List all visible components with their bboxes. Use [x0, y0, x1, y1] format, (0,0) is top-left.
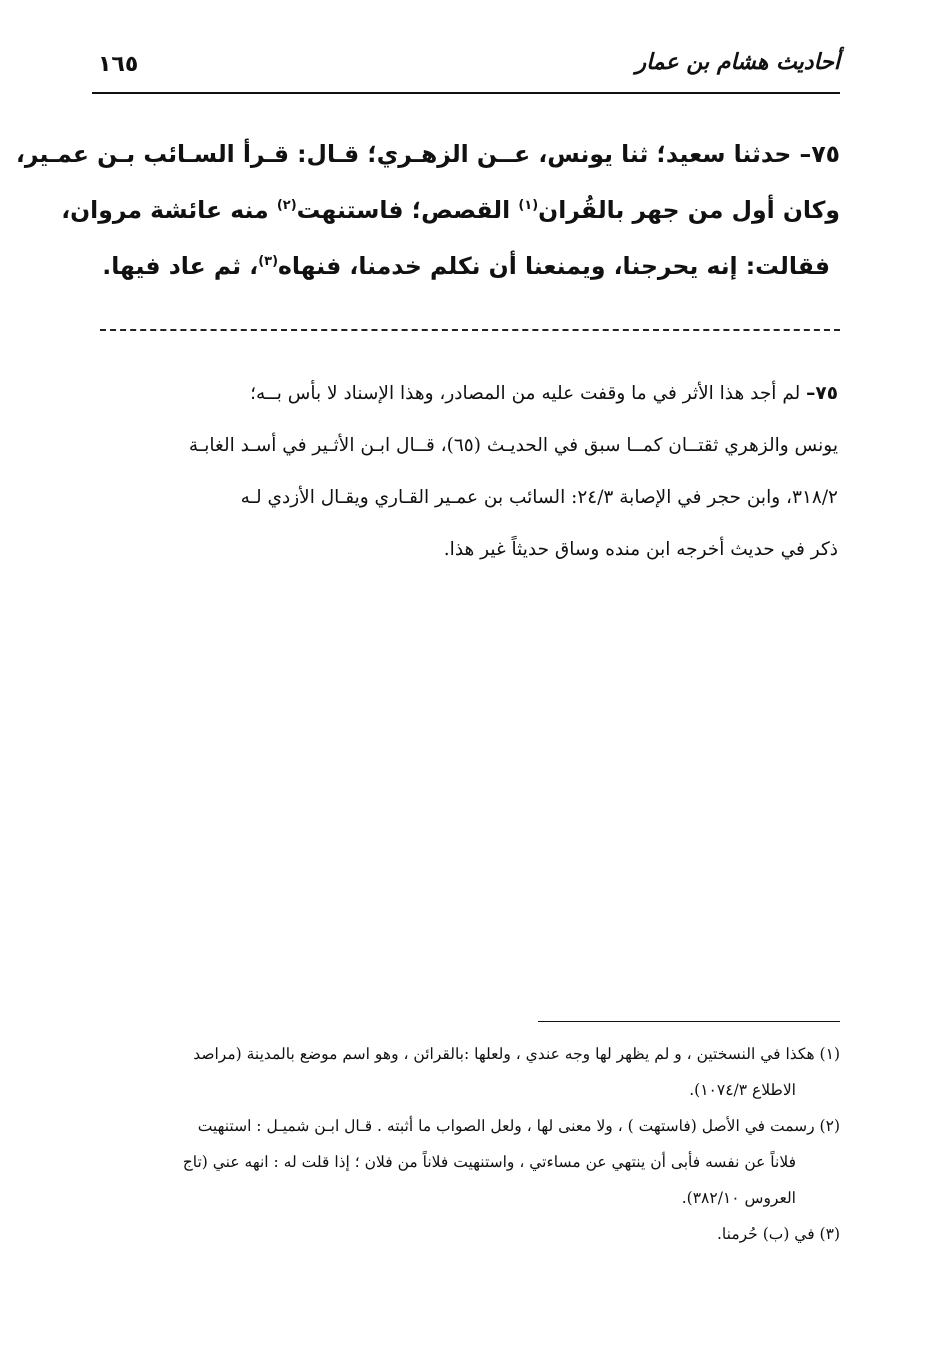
footnote-2-line-1: (٢) رسمت في الأصل (فاستهت ) ، ولا معنى لها ، ولعل الصواب ما أثبته . قـال ابـن شميـل : استنهيت [197, 1117, 840, 1135]
hadith-text [16, 126, 840, 294]
takhrij-fragment: لم أجد هذا الأثر في ما وقفت عليه من المصادر، وهذا الإسناد لا بأس بــه؛ [250, 383, 807, 404]
hadith-fragment: منه عائشة مروان، [61, 196, 277, 224]
hadith-fragment: ، ثم عاد فيها. [102, 252, 259, 280]
page-number: ١٦٥ [98, 52, 139, 77]
hadith-line-2 [61, 182, 840, 238]
footnote-1-line-1: (١) هكذا في النسختين ، و لم يظهر لها وجه عندي ، ولعلها :بالقرائن ، وهو اسم موضع بالمدينة (مراصد [193, 1045, 840, 1063]
takhrij-commentary [96, 368, 838, 576]
footnote-1-line-2: الاطلاع ١٠٧٤/٣). [689, 1081, 796, 1099]
hadith-fragment: وكان أول من جهر بالقُران [538, 196, 840, 224]
footnote-mark-3: (٣) [258, 254, 279, 270]
hadith-line-1: ٧٥– حدثنا سعيد؛ ثنا يونس، عــن الزهـري؛ قـال: قـرأ السـائب بـن عمـير، [16, 140, 840, 168]
footnote-mark-2: (٢) [276, 198, 297, 214]
takhrij-line-4: ذكر في حديث أخرجه ابن منده وساق حديثاً غير هذا. [443, 539, 838, 560]
footnotes [96, 1036, 840, 1252]
footnote-2-line-3: العروس ٣٨٢/١٠). [681, 1189, 796, 1207]
takhrij-number: ٧٥– [806, 383, 838, 404]
page-header [92, 48, 840, 94]
hadith-line-3 [102, 238, 840, 294]
takhrij-line-2: يونس والزهري ثقتــان كمــا سبق في الحديـث (٦٥)، قــال ابـن الأثـير في أسـد الغابـة [188, 435, 838, 456]
footnote-2-line-2: فلاناً عن نفسه فأبى أن ينتهي عن مساءتي ، واستنهيت فلاناً من فلان ؛ إذا قلت له : انهه عني (تاج [182, 1153, 796, 1171]
hadith-fragment: القصص؛ فاستنهت [296, 196, 519, 224]
footnote-3: (٣) في (ب) حُرمنا. [717, 1225, 840, 1243]
running-title: أحاديث هشام بن عمار [635, 50, 840, 75]
dashed-separator [100, 329, 840, 331]
takhrij-line-1 [96, 368, 838, 420]
hadith-fragment: فقالت: إنه يحرجنا، ويمنعنا أن نكلم خدمنا، فنهاه [278, 252, 830, 280]
takhrij-line-3: ٣١٨/٢، وابن حجر في الإصابة ٢٤/٣: السائب بن عمـير القـاري ويقـال الأزدي لـه [240, 487, 838, 508]
footnote-mark-1: (١) [518, 198, 539, 214]
footnote-rule [538, 1021, 840, 1022]
